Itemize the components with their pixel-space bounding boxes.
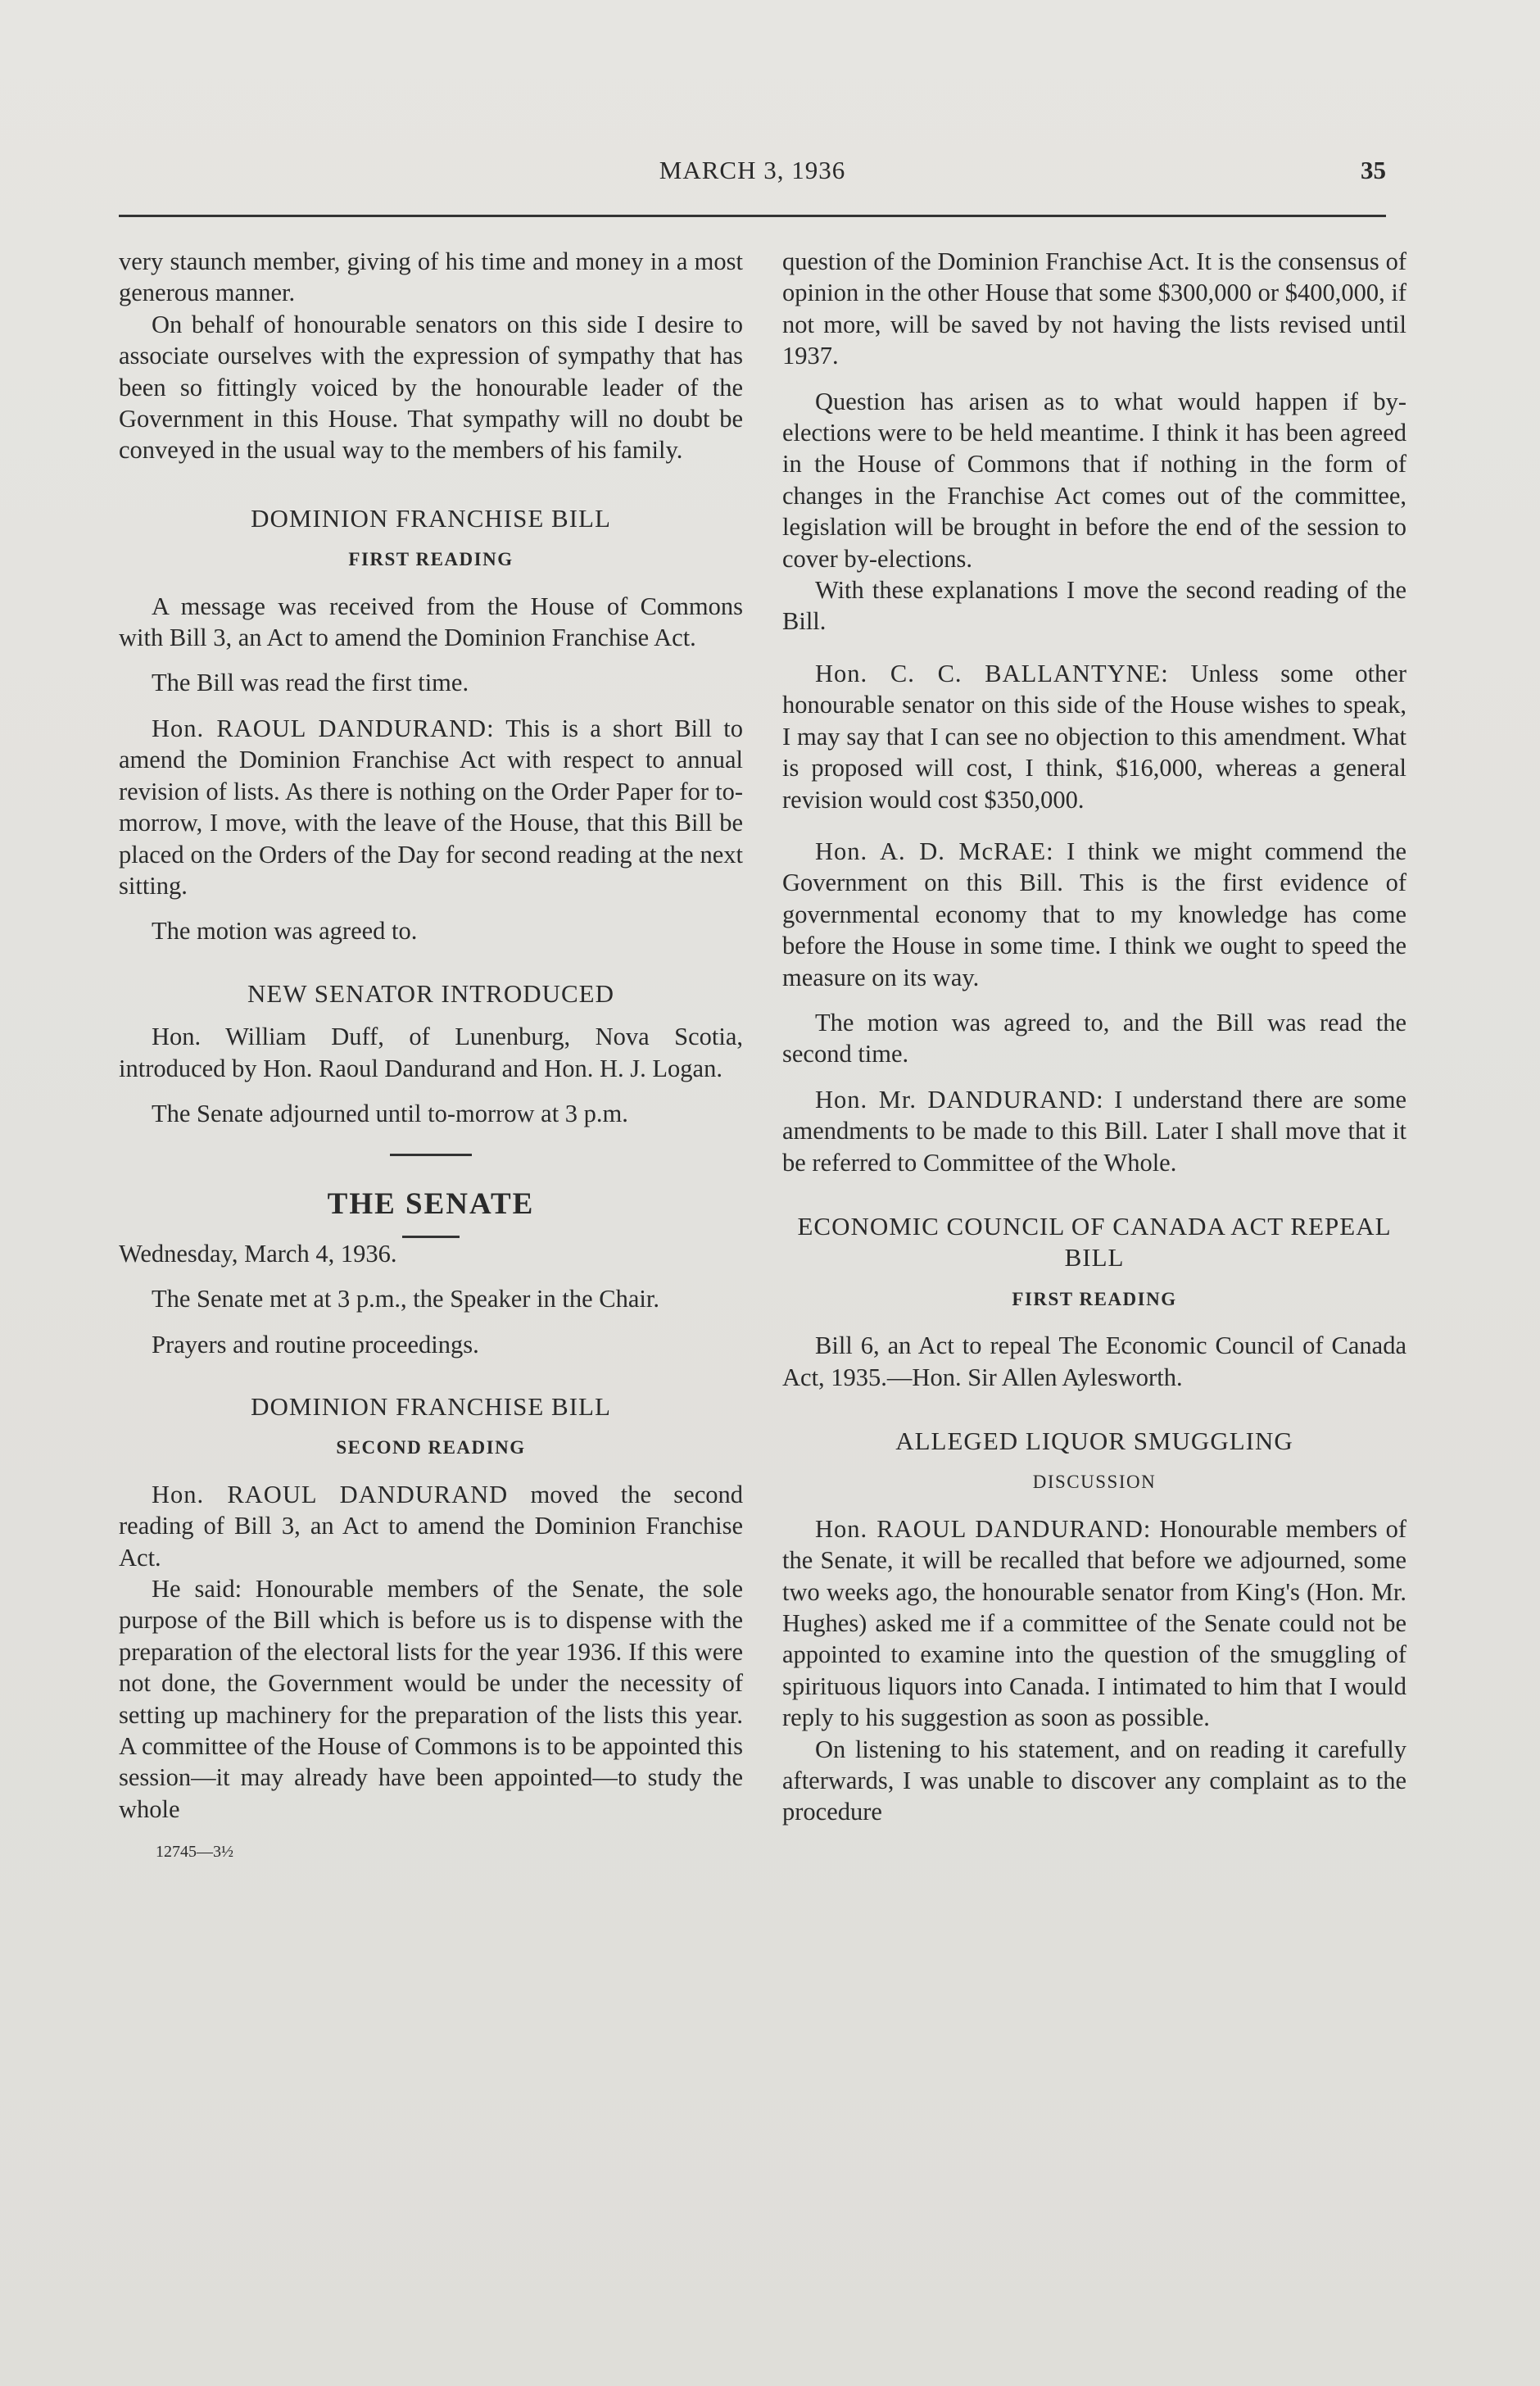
section-heading-economic-council: ECONOMIC COUNCIL OF CANADA ACT REPEAL BILL [797,1211,1392,1272]
speaker-name: Hon. Mr. DANDURAND: [815,1085,1104,1114]
paragraph: On listening to his statement, and on reading it carefully afterwards, I was unable to discover any complaint as to the procedure [782,1735,1406,1826]
paragraph: very staunch member, giving of his time and money in a most generous manner. [119,247,743,307]
page-number: 35 [1361,156,1386,184]
printer-footnote: 12745—3½ [156,1843,233,1862]
paragraph: Bill 6, an Act to repeal The Economic Council of Canada Act, 1935.—Hon. Sir Allen Aylesworth. [782,1331,1406,1391]
subheading-discussion: DISCUSSION [1032,1472,1157,1493]
paragraph: The motion was agreed to. [152,917,418,946]
header-rule [119,215,1386,217]
speech-text: I understand there are some amendments to be made to this Bill. Later I shall move that it be referred to Committee of the Whole. [782,1085,1406,1177]
dateline: Wednesday, March 4, 1936. [119,1239,397,1268]
section-heading-franchise-bill: DOMINION FRANCHISE BILL [251,503,611,533]
right-column [782,246,1406,1828]
speech-paragraph [119,713,743,901]
speaker-name: Hon. RAOUL DANDURAND: [152,714,495,742]
speech-paragraph [782,836,1406,993]
speech-paragraph [782,658,1406,815]
paragraph: Prayers and routine proceedings. [152,1330,479,1359]
speech-paragraph [782,1084,1406,1178]
paragraph: The Bill was read the first time. [152,669,469,697]
paragraph: The motion was agreed to, and the Bill was read the second time. [782,1008,1406,1068]
speaker-name: Hon. C. C. BALLANTYNE: [815,659,1169,687]
speech-text: This is a short Bill to amend the Dominion Franchise Act with respect to annual revision of lists. As there is nothing on the Order Paper for to-morrow, I move, with the leave of the House, that this Bill be placed on the Orders of the Day for second reading at the next sitting. [119,714,743,900]
subheading-first-reading: FIRST READING [1012,1288,1177,1309]
speaker-name: Hon. A. D. McRAE: [815,837,1054,865]
divider-rule [390,1154,472,1156]
paragraph: Question has arisen as to what would happen if by-elections were to be held meantime. I think it has been agreed in the House of Commons that if nothing in the form of changes in the Franchise Act comes out of the committee, legislation will be brought in before the end of the session to cover by-elections. [782,387,1406,573]
sitting-title: THE SENATE [327,1187,535,1222]
paragraph: The Senate met at 3 p.m., the Speaker in the Chair. [152,1285,659,1313]
section-heading-new-senator: NEW SENATOR INTRODUCED [247,978,614,1008]
speech-text: Unless some other honourable senator on this side of the House wishes to speak, I may say that I can see no objection to this amendment. What is proposed will cost, I think, $16,000, whereas a general revision would cost $350,000. [782,659,1407,814]
left-column [119,246,743,1868]
running-head [119,156,1386,188]
section-heading-liquor-smuggling: ALLEGED LIQUOR SMUGGLING [895,1427,1293,1455]
paragraph: On behalf of honourable senators on this side I desire to associate ourselves with the expression of sympathy that has been so fittingly voiced by the honourable leader of the Government in this House. That sympathy will no doubt be conveyed in the usual way to the members of his family. [119,310,743,465]
speech-text: Honourable members of the Senate, it will be recalled that before we adjourned, some two weeks ago, the honourable senator from King's (Hon. Mr. Hughes) asked me if a committee of the Senate could not be appointed to examine into the question of the smuggling of spirituous liquors into Canada. I intimated to him that I would reply to his suggestion as soon as possible. [782,1514,1406,1732]
paragraph: He said: Honourable members of the Senate, the sole purpose of the Bill which is before us is to dispense with the preparation of the electoral lists for the year 1936. If this were not done, the Government would be under the necessity of setting up machinery for the preparation of the lists this year. A committee of the House of Commons is to be appointed this session—it may already have been appointed—to study the whole [119,1575,743,1823]
speech-paragraph [782,1513,1406,1734]
paragraph: The Senate adjourned until to-morrow at 3 p.m. [152,1099,628,1127]
subheading-first-reading: FIRST READING [348,549,514,570]
speech-text: moved the second reading of Bill 3, an Act to amend the Dominion Franchise Act. [119,1480,743,1572]
paragraph: question of the Dominion Franchise Act. It is the consensus of opinion in the other House that some $300,000 or $400,000, if not more, will be saved by not having the lists revised until 1937. [782,247,1406,370]
paragraph: With these explanations I move the second reading of the Bill. [782,576,1406,636]
paragraph: Hon. William Duff, of Lunenburg, Nova Scotia, introduced by Hon. Raoul Dandurand and Hon. H. J. Logan. [119,1023,743,1082]
speech-paragraph [119,1479,743,1573]
paragraph: A message was received from the House of Commons with Bill 3, an Act to amend the Dominion Franchise Act. [119,592,743,652]
section-heading-franchise-bill-2: DOMINION FRANCHISE BILL [251,1391,611,1421]
header-date: MARCH 3, 1936 [659,156,846,184]
subheading-second-reading: SECOND READING [336,1437,526,1458]
speaker-name: Hon. RAOUL DANDURAND [152,1480,509,1508]
speech-text: I think we might commend the Government on this Bill. This is the first evidence of governmental economy that to my knowledge has come before the House in some time. I think we ought to speed the measure on its way. [782,837,1406,991]
speaker-name: Hon. RAOUL DANDURAND: [815,1514,1152,1543]
